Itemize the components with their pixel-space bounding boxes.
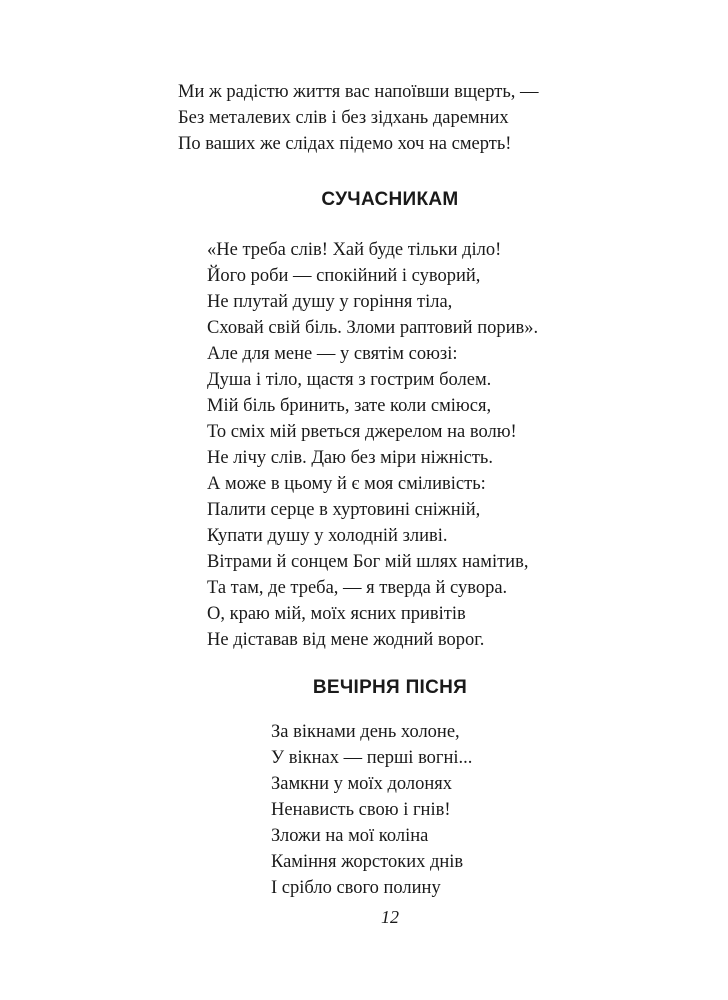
verse-line: О, краю мій, моїх ясних привітів <box>207 604 466 624</box>
opening-stanza <box>178 79 539 157</box>
verse-line: Замкни у моїх долонях <box>271 774 453 794</box>
verse-line: Та там, де треба, — я тверда й сувора. <box>207 578 508 598</box>
verse-line: Не лічу слів. Даю без міри ніжність. <box>207 448 493 468</box>
poem-vechirnia-pisnia-body <box>271 719 472 901</box>
verse-line: Палити серце в хуртовині сніжній, <box>207 500 481 520</box>
verse-line: Вітрами й сонцем Бог мій шлях намітив, <box>207 552 529 572</box>
verse-line: Ненависть свою і гнів! <box>271 800 451 820</box>
verse-line: І срібло свого полину <box>271 878 441 898</box>
verse-line: Ми ж радістю життя вас напоївши вщерть, — <box>178 82 539 102</box>
verse-line: Без металевих слів і без зідхань даремних <box>178 108 509 128</box>
verse-line: Каміння жорстоких днів <box>271 852 464 872</box>
verse-line: За вікнами день холоне, <box>271 722 460 742</box>
poem-suchasnykam-body <box>207 237 538 653</box>
verse-line: У вікнах — перші вогні... <box>271 748 473 768</box>
verse-line: Зложи на мої коліна <box>271 826 429 846</box>
verse-line: Його роби — спокійний і суворий, <box>207 266 481 286</box>
verse-line: То сміх мій рветься джерелом на волю! <box>207 422 517 442</box>
verse-line: Мій біль бринить, зате коли сміюся, <box>207 396 492 416</box>
poem-title-vechirnia-pisnia: ВЕЧІРНЯ ПІСНЯ <box>312 677 468 698</box>
poem-title-suchasnykam: СУЧАСНИКАМ <box>321 189 459 210</box>
verse-line: Купати душу у холодній зливі. <box>207 526 448 546</box>
verse-line: А може в цьому й є моя сміливість: <box>207 474 486 494</box>
verse-line: По ваших же слідах підемо хоч на смерть! <box>178 134 512 154</box>
verse-line: «Не треба слів! Хай буде тільки діло! <box>207 240 502 260</box>
page-number: 12 <box>381 907 399 927</box>
verse-line: Не плутай душу у горіння тіла, <box>207 292 453 312</box>
verse-line: Душа і тіло, щастя з гострим болем. <box>207 370 492 390</box>
verse-line: Не діставав від мене жодний ворог. <box>207 630 485 650</box>
verse-line: Але для мене — у святім союзі: <box>207 344 458 364</box>
verse-line: Сховай свій біль. Зломи раптовий порив». <box>207 318 539 338</box>
